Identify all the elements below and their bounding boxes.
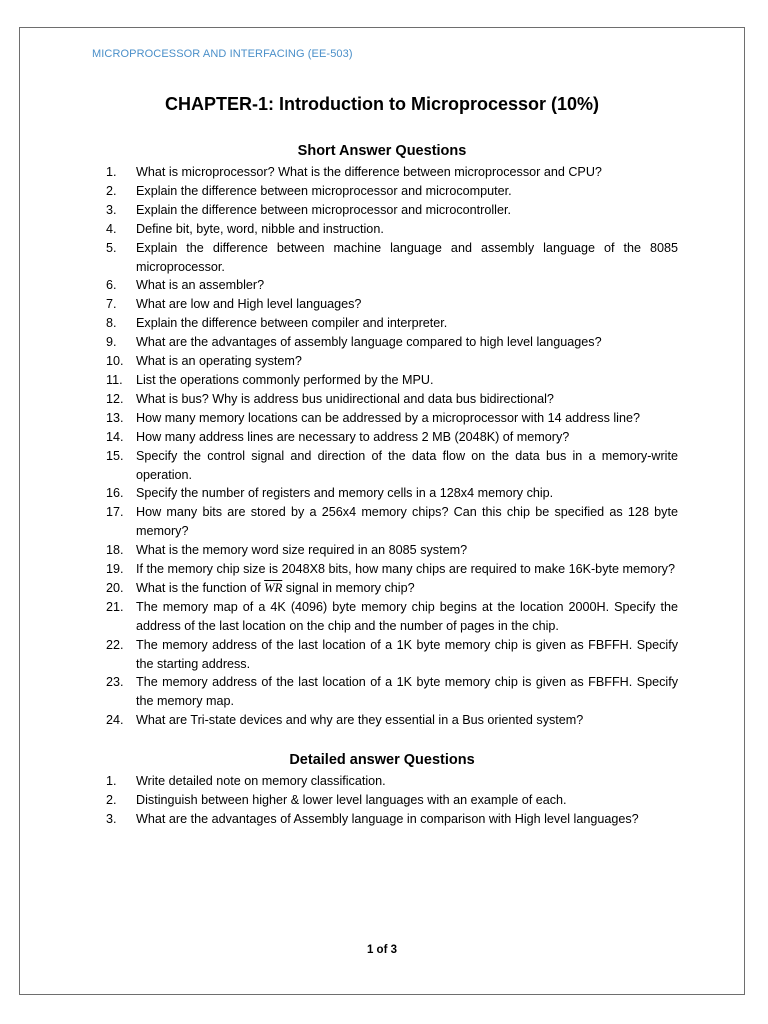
question-text-before: What is the function of (136, 580, 265, 595)
question-number: 4. (106, 221, 117, 236)
question-item (106, 503, 678, 541)
question-item (106, 484, 678, 503)
question-text: Explain the difference between machine language and assembly language of the 8085 microprocessor. (136, 240, 678, 274)
question-item (106, 772, 678, 791)
document-page (19, 27, 745, 995)
question-text: What is bus? Why is address bus unidirectional and data bus bidirectional? (136, 391, 554, 406)
question-item (106, 352, 678, 371)
question-item (106, 579, 678, 598)
question-number: 12. (106, 391, 124, 406)
question-text: What are the advantages of assembly language compared to high level languages? (136, 335, 602, 350)
question-item (106, 791, 678, 810)
question-text: Specify the number of registers and memory cells in a 128x4 memory chip. (136, 486, 554, 501)
question-text: Explain the difference between microprocessor and microcomputer. (136, 183, 512, 198)
question-text: How many memory locations can be addressed by a microprocessor with 14 address line? (136, 410, 640, 425)
question-number: 20. (106, 580, 124, 595)
question-number: 3. (106, 202, 117, 217)
question-text: What is the memory word size required in an 8085 system? (136, 543, 468, 558)
question-item (106, 390, 678, 409)
question-number: 16. (106, 486, 124, 501)
question-item (106, 711, 678, 730)
question-item (106, 182, 678, 201)
question-text: What are low and High level languages? (136, 297, 362, 312)
question-number: 11. (106, 372, 123, 387)
question-item (106, 810, 678, 829)
question-number: 17. (106, 505, 124, 520)
question-number: 10. (106, 354, 124, 369)
question-item (106, 295, 678, 314)
question-number: 19. (106, 562, 124, 577)
question-text: What are Tri-state devices and why are they essential in a Bus oriented system? (136, 713, 584, 728)
question-text: The memory address of the last location of a 1K byte memory chip is given as FBFFH. Specify the starting address. (136, 637, 678, 671)
question-number: 24. (106, 713, 124, 728)
question-item (106, 560, 678, 579)
question-text: If the memory chip size is 2048X8 bits, how many chips are required to make 16K-byte memory? (136, 562, 675, 577)
detailed-answer-heading: Detailed answer Questions (289, 752, 475, 768)
question-number: 13. (106, 410, 124, 425)
question-item (106, 276, 678, 295)
question-item (106, 447, 678, 485)
question-text: The memory map of a 4K (4096) byte memory chip begins at the location 2000H. Specify the address of the last location on the chip and the number of pages in the chip. (136, 599, 678, 633)
question-text: What is microprocessor? What is the difference between microprocessor and CPU? (136, 165, 602, 179)
question-number: 22. (106, 637, 124, 652)
question-item (106, 428, 678, 447)
question-item (106, 371, 678, 390)
question-number: 3. (106, 811, 117, 826)
question-number: 23. (106, 675, 124, 690)
question-item (106, 409, 678, 428)
question-number: 7. (106, 297, 117, 312)
question-text: What are the advantages of Assembly language in comparison with High level languages? (136, 811, 639, 826)
question-text-after: signal in memory chip? (282, 580, 415, 595)
short-answer-question-list (106, 163, 678, 730)
question-item (106, 314, 678, 333)
wr-signal-symbol: $\overline{WR}$ (264, 580, 283, 595)
question-number: 5. (106, 240, 117, 255)
question-number: 21. (106, 599, 124, 614)
chapter-title: CHAPTER-1: Introduction to Microprocessor (10%) (164, 94, 600, 114)
question-number: 2. (106, 792, 117, 807)
question-item (106, 636, 678, 674)
question-text: How many address lines are necessary to address 2 MB (2048K) of memory? (136, 429, 570, 444)
question-item (106, 541, 678, 560)
question-item (106, 239, 678, 277)
question-number: 18. (106, 543, 124, 558)
question-item (106, 220, 678, 239)
question-number: 2. (106, 183, 117, 198)
question-number: 14. (106, 429, 124, 444)
page-number: 1 of 3 (366, 944, 398, 956)
question-text: Specify the control signal and direction of the data flow on the data bus in a memory-write operation. (136, 448, 678, 482)
question-number: 1. (106, 774, 117, 788)
short-answer-heading: Short Answer Questions (297, 143, 467, 159)
question-number: 6. (106, 278, 117, 293)
question-number: 9. (106, 335, 117, 350)
running-header: MICROPROCESSOR AND INTERFACING (EE-503) (92, 48, 353, 60)
detailed-answer-question-list (106, 772, 678, 829)
question-item (106, 673, 678, 711)
question-item (106, 598, 678, 636)
question-text: Write detailed note on memory classification. (136, 774, 386, 788)
question-text: What is an operating system? (136, 354, 302, 369)
question-text: Explain the difference between compiler and interpreter. (136, 316, 448, 331)
question-text: How many bits are stored by a 256x4 memory chips? Can this chip be specified as 128 byte memory? (136, 505, 678, 539)
question-text: List the operations commonly performed by the MPU. (136, 372, 434, 387)
question-item (106, 201, 678, 220)
question-text: Explain the difference between microprocessor and microcontroller. (136, 202, 511, 217)
question-item (106, 333, 678, 352)
question-number: 8. (106, 316, 117, 331)
question-number: 1. (106, 165, 117, 179)
question-item (106, 163, 678, 182)
question-text: Define bit, byte, word, nibble and instruction. (136, 221, 384, 236)
question-text: Distinguish between higher & lower level languages with an example of each. (136, 792, 567, 807)
question-text: What is an assembler? (136, 278, 265, 293)
question-number: 15. (106, 448, 124, 463)
question-text: The memory address of the last location of a 1K byte memory chip is given as FBFFH. Specify the memory map. (136, 675, 678, 709)
